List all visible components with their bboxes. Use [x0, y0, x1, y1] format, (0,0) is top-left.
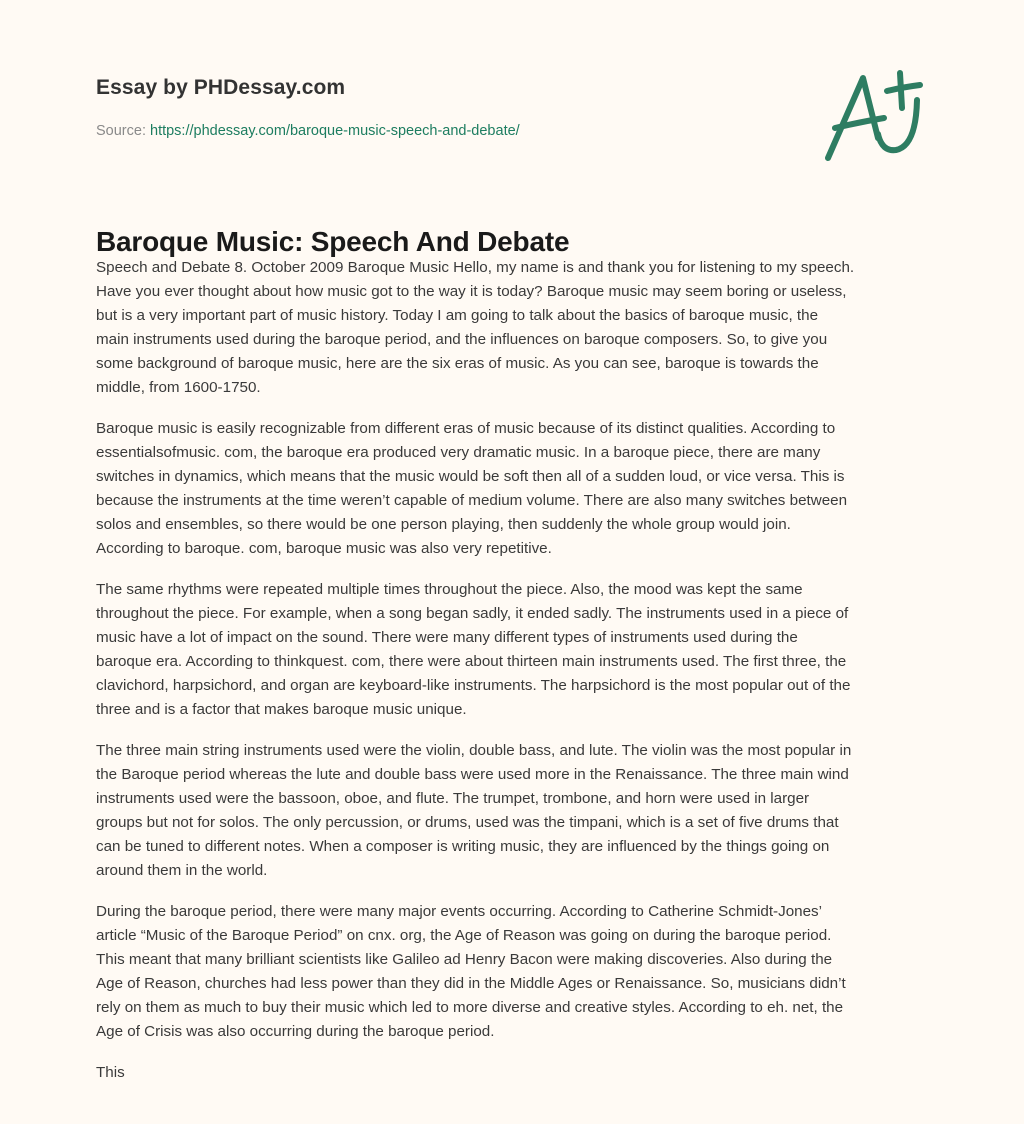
paragraph-line: throughout the piece. For example, when a song began sadly, it ended sadly. The instruments used in a piece of [96, 605, 849, 622]
paragraph-line: some background of baroque music, here are the six eras of music. As you can see, baroque is towards the [96, 355, 819, 372]
paragraph-line: baroque era. According to thinkquest. com, there were about thirteen main instruments used. The first three, the [96, 653, 847, 670]
paragraph-line: This [96, 1064, 125, 1081]
paragraph-line: but is a very important part of music history. Today I am going to talk about the basics of baroque music, the [96, 307, 819, 324]
paragraph-line: According to baroque. com, baroque music was also very repetitive. [96, 540, 552, 557]
page-title: Baroque Music: Speech And Debate [96, 226, 570, 257]
source-link[interactable]: https://phdessay.com/baroque-music-speech-and-debate/ [150, 123, 520, 139]
paragraph-line: essentialsofmusic. com, the baroque era produced very dramatic music. In a baroque piece, there are many [96, 444, 821, 461]
paragraph-line: solos and ensembles, so there would be one person playing, then suddenly the whole group would join. [96, 516, 791, 533]
paragraph-line: because the instruments at the time weren’t capable of medium volume. There are also many switches between [96, 492, 848, 509]
paragraph-line: groups but not for solos. The only percussion, or drums, used was the timpani, which is a set of five drums that [96, 814, 839, 831]
paragraph-line: Age of Reason, churches had less power than they did in the Middle Ages or Renaissance. So, musicians didn’t [96, 975, 846, 992]
paragraph [96, 256, 936, 400]
site-brand: Essay by PHDessay.com [96, 76, 346, 99]
source-line [96, 123, 520, 139]
paragraph-line: can be tuned to different notes. When a composer is writing music, they are influenced by the things going on [96, 838, 830, 855]
paragraph-line: The same rhythms were repeated multiple times throughout the piece. Also, the mood was kept the same [96, 581, 803, 598]
paragraph-line: article “Music of the Baroque Period” on cnx. org, the Age of Reason was going on during the baroque period. [96, 927, 832, 944]
a-plus-logo-icon [820, 60, 940, 170]
paragraph-line: Baroque music is easily recognizable from different eras of music because of its distinct qualities. According to [96, 420, 836, 437]
paragraph-line: middle, from 1600-1750. [96, 379, 261, 396]
article-body [96, 256, 936, 1102]
paragraph-line: around them in the world. [96, 862, 268, 879]
paragraph-line: music have a lot of impact on the sound. There were many different types of instruments used during the [96, 629, 798, 646]
source-label: Source: [96, 123, 150, 139]
paragraph [96, 578, 936, 722]
paragraph-line: switches in dynamics, which means that the music would be soft then all of a sudden loud, or vice versa. This is [96, 468, 845, 485]
paragraph-line: During the baroque period, there were many major events occurring. According to Catherine Schmidt-Jones’ [96, 903, 822, 920]
paragraph [96, 1061, 936, 1085]
paragraph-line: the Baroque period whereas the lute and double bass were used more in the Renaissance. The three main wind [96, 766, 849, 783]
paragraph-line: This meant that many brilliant scientists like Galileo ad Henry Bacon were making discoveries. Also during the [96, 951, 833, 968]
paragraph-line: instruments used were the bassoon, oboe, and flute. The trumpet, trombone, and horn were used in larger [96, 790, 810, 807]
paragraph-line: The three main string instruments used were the violin, double bass, and lute. The violin was the most popular in [96, 742, 852, 759]
paragraph-line: Age of Crisis was also occurring during the baroque period. [96, 1023, 495, 1040]
paragraph [96, 900, 936, 1044]
paragraph [96, 417, 936, 561]
paragraph-line: three and is a factor that makes baroque music unique. [96, 701, 467, 718]
paragraph-line: Speech and Debate 8. October 2009 Baroque Music Hello, my name is and thank you for listening to my speech. [96, 259, 855, 276]
paragraph-line: main instruments used during the baroque period, and the influences on baroque composers. So, to give you [96, 331, 828, 348]
paragraph-line: rely on them as much to buy their music which led to more diverse and creative styles. According to eh. net, the [96, 999, 844, 1016]
paragraph-line: Have you ever thought about how music got to the way it is today? Baroque music may seem boring or useless, [96, 283, 847, 300]
paragraph-line: clavichord, harpsichord, and organ are keyboard-like instruments. The harpsichord is the most popular out of the [96, 677, 851, 694]
paragraph [96, 739, 936, 883]
